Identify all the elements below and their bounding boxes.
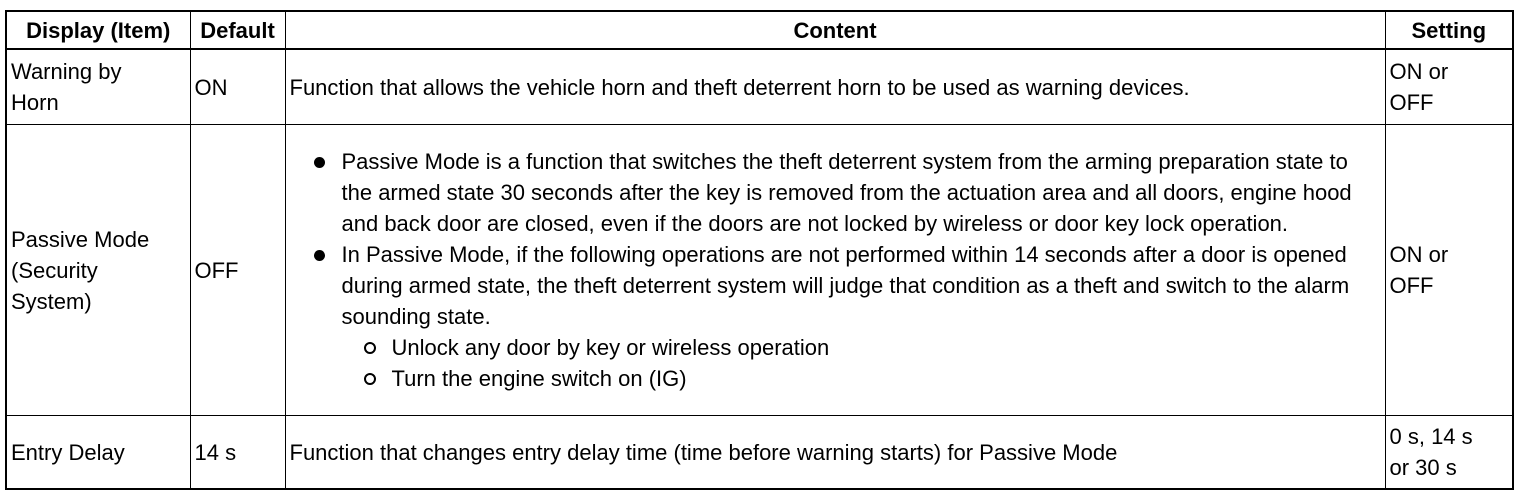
display-item-text: Horn [11,90,59,115]
content-cell: Function that allows the vehicle horn and theft deterrent horn to be used as warning devices. [285,49,1385,125]
table-row [6,125,1513,416]
display-item-text: Passive Mode [11,226,150,252]
setting-text: OFF [1389,90,1434,115]
setting-text: ON or [1389,59,1449,84]
setting-text: ON or [1389,242,1449,267]
display-item-cell [6,125,190,416]
list-item [362,332,1381,363]
setting-text: OFF [1389,273,1434,298]
content-cell [285,125,1385,416]
setting-cell [1385,416,1513,490]
filled-circle-bullet-icon [314,250,325,261]
settings-table [5,10,1514,490]
header-content: Content [285,11,1385,49]
default-cell: 14 s [190,416,285,490]
sub-bullet-text: Unlock any door by key or wireless operation [391,335,830,360]
filled-circle-bullet-icon [314,157,325,168]
table-row [6,416,1513,490]
setting-text: or 30 s [1389,455,1457,480]
default-cell: ON [190,49,285,125]
bullet-text: Passive Mode is a function that switches the theft deterrent system from the arming preparation state to the armed state 30 seconds after the key is removed from the actuation area and all doors, engine hood and back door are closed, even if the doors are not locked by wireless or door key lock operation. [341,149,1352,236]
display-item-text: Entry Delay [11,439,125,465]
list-item [310,239,1381,394]
setting-text: 0 s, 14 s [1389,424,1473,449]
default-cell: OFF [190,125,285,416]
header-display-item: Display (Item) [6,11,190,49]
content-cell: Function that changes entry delay time (time before warning starts) for Passive Mode [285,416,1385,490]
sub-bullet-text: Turn the engine switch on (IG) [391,366,687,391]
bullet-list [290,146,1381,394]
header-setting: Setting [1385,11,1513,49]
display-item-text: Warning by [11,59,122,84]
header-default: Default [190,11,285,49]
list-item [310,146,1381,239]
hollow-circle-bullet-icon [364,373,376,385]
header-row [6,11,1513,49]
hollow-circle-bullet-icon [364,342,376,354]
sub-bullet-list [342,332,1381,394]
setting-cell [1385,125,1513,416]
display-item-text: System) [11,288,92,314]
display-item-text: (Security [11,257,98,283]
display-item-cell [6,416,190,490]
bullet-text: In Passive Mode, if the following operations are not performed within 14 seconds after a door is opened during armed state, the theft deterrent system will judge that condition as a theft and switch to the alarm sounding state. [341,242,1350,329]
list-item [362,363,1381,394]
table-row [6,49,1513,125]
display-item-cell [6,49,190,125]
setting-cell [1385,49,1513,125]
